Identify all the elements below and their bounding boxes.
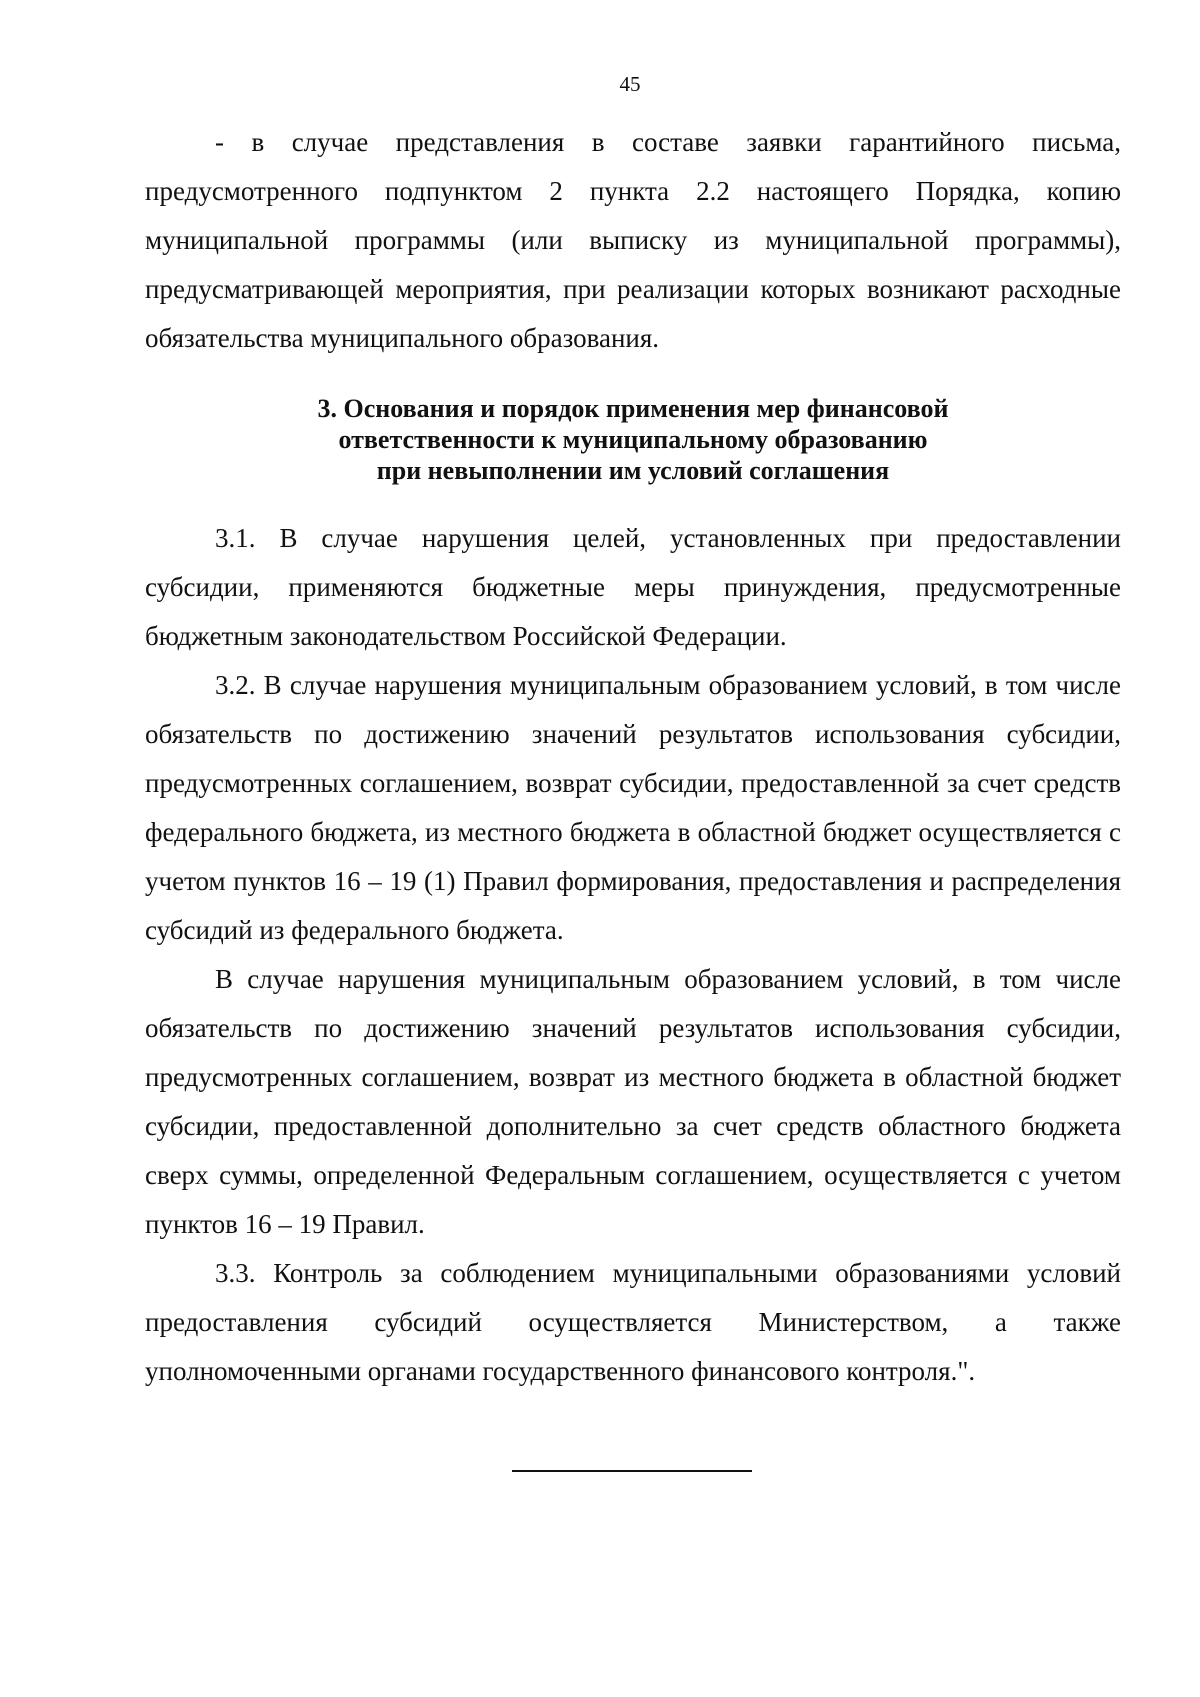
section-heading-line-3: при невыполнении им условий соглашения bbox=[376, 456, 890, 485]
section-heading-line-2: ответственности к муниципальному образованию bbox=[338, 425, 928, 454]
intro-paragraph: - в случае представления в составе заявки гарантийного письма, предусмотренного подпунктом 2 пункта 2.2 настоящего Порядка, копию муниципальной программы (или выписку из муниципальной программы), предусматривающей мероприятия, при реализации которых возникают расходные обязательства муниципального образования. bbox=[145, 127, 1121, 353]
section-heading bbox=[145, 393, 1121, 514]
paragraph-3-2: 3.2. В случае нарушения муниципальным образованием условий, в том числе обязательств по достижению значений результатов использования субсидии, предусмотренных соглашением, возврат субсидии, предоставленной за счет средств федерального бюджета, из местного бюджета в областной бюджет осуществляется с учетом пунктов 16 – 19 (1) Правил формирования, предоставления и распределения субсидий из федерального бюджета. bbox=[145, 670, 1121, 945]
page-number: 45 bbox=[619, 72, 641, 96]
document-body bbox=[145, 118, 1121, 1396]
closing-rule bbox=[512, 1470, 752, 1472]
section-heading-line-1: 3. Основания и порядок применения мер финансовой bbox=[317, 394, 949, 423]
paragraph-3-3: 3.3. Контроль за соблюдением муниципальными образованиями условий предоставления субсидий осуществляется Министерством, а также уполномоченными органами государственного финансового контроля.". bbox=[145, 1258, 1121, 1386]
paragraph-3-2-continued: В случае нарушения муниципальным образованием условий, в том числе обязательств по достижению значений результатов использования субсидии, предусмотренных соглашением, возврат из местного бюджета в областной бюджет субсидии, предоставленной дополнительно за счет средств областного бюджета сверх суммы, определенной Федеральным соглашением, осуществляется с учетом пунктов 16 – 19 Правил. bbox=[145, 964, 1121, 1239]
paragraph-3-1: 3.1. В случае нарушения целей, установленных при предоставлении субсидии, применяются бюджетные меры принуждения, предусмотренные бюджетным законодательством Российской Федерации. bbox=[145, 523, 1121, 651]
